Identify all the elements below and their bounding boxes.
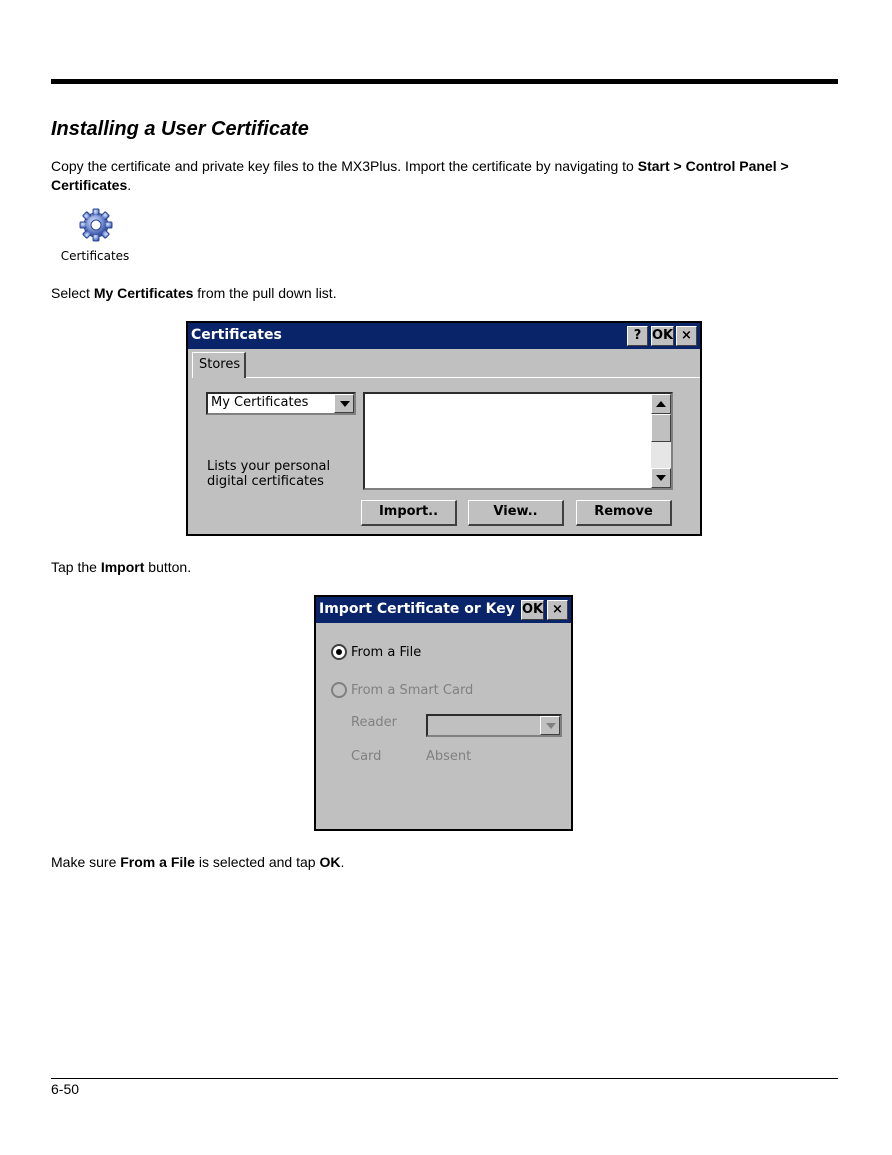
close-button[interactable]: × [676, 326, 697, 346]
store-description: Lists your personal digital certificates [207, 459, 331, 489]
step1-end: from the pull down list. [193, 285, 337, 301]
page-number: 6-50 [51, 1081, 80, 1097]
intro-end: . [127, 177, 132, 193]
step3-ok: OK [319, 854, 341, 870]
certificates-control-panel-icon [57, 206, 133, 268]
chevron-down-icon [546, 723, 556, 729]
help-button[interactable]: ? [627, 326, 648, 346]
import-close-button[interactable]: × [547, 600, 568, 620]
intro-paragraph [51, 157, 831, 195]
import-certificate-dialog [314, 595, 573, 831]
from-smart-card-radio[interactable] [331, 682, 347, 698]
arrow-up-icon [656, 401, 666, 407]
reader-select[interactable] [426, 714, 562, 737]
step2-end: button. [144, 559, 192, 575]
import-title: Import Certificate or Key [319, 601, 515, 617]
scroll-thumb[interactable] [651, 414, 671, 442]
certificates-dialog [186, 321, 702, 536]
reader-label: Reader [351, 715, 398, 730]
top-rule [51, 79, 838, 84]
card-status: Absent [426, 749, 472, 764]
import-button[interactable]: Import.. [361, 500, 457, 526]
step1-paragraph [51, 284, 831, 303]
import-ok-button[interactable]: OK [521, 600, 544, 620]
intro-path: Start > Control Panel > Certificates [51, 158, 789, 193]
arrow-down-icon [656, 475, 666, 481]
chevron-down-icon [340, 401, 350, 407]
step3-paragraph [51, 853, 831, 872]
tab-divider [246, 377, 700, 378]
gear-icon [79, 208, 113, 242]
remove-button[interactable]: Remove [576, 500, 672, 526]
from-file-label[interactable]: From a File [351, 645, 422, 660]
certificates-title: Certificates [191, 327, 282, 343]
store-select-value: My Certificates [211, 395, 309, 410]
from-file-radio[interactable] [331, 644, 347, 660]
reader-dropdown-button[interactable] [540, 716, 560, 735]
step3-end: . [340, 854, 345, 870]
section-heading: Installing a User Certificate [51, 118, 309, 140]
ok-button[interactable]: OK [651, 326, 674, 346]
step3-mid: is selected and tap [194, 854, 320, 870]
card-label: Card [351, 749, 382, 764]
step3-bold: From a File [120, 854, 195, 870]
intro-text: Copy the certificate and private key files to the MX3Plus. Import the certificate by navigating to [51, 158, 638, 174]
certificate-list-scrollbar[interactable] [651, 394, 671, 488]
import-titlebar [316, 597, 571, 623]
tab-stores[interactable]: Stores [192, 352, 246, 378]
view-button[interactable]: View.. [468, 500, 564, 526]
radio-selected-dot [336, 649, 342, 655]
scroll-down-button[interactable] [651, 468, 671, 488]
step2-paragraph [51, 558, 831, 577]
store-select[interactable] [206, 392, 356, 415]
certificates-titlebar [188, 323, 700, 349]
step3-text: Make sure [51, 854, 121, 870]
step2-bold: Import [100, 559, 145, 575]
step1-bold: My Certificates [93, 285, 194, 301]
bottom-rule [51, 1078, 838, 1079]
store-select-dropdown-button[interactable] [334, 394, 354, 413]
certificate-list[interactable] [363, 392, 673, 490]
step1-text: Select [51, 285, 94, 301]
from-smart-card-label[interactable]: From a Smart Card [351, 683, 474, 698]
scroll-up-button[interactable] [651, 394, 671, 414]
step2-text: Tap the [51, 559, 101, 575]
certificates-icon-label: Certificates [60, 249, 130, 263]
